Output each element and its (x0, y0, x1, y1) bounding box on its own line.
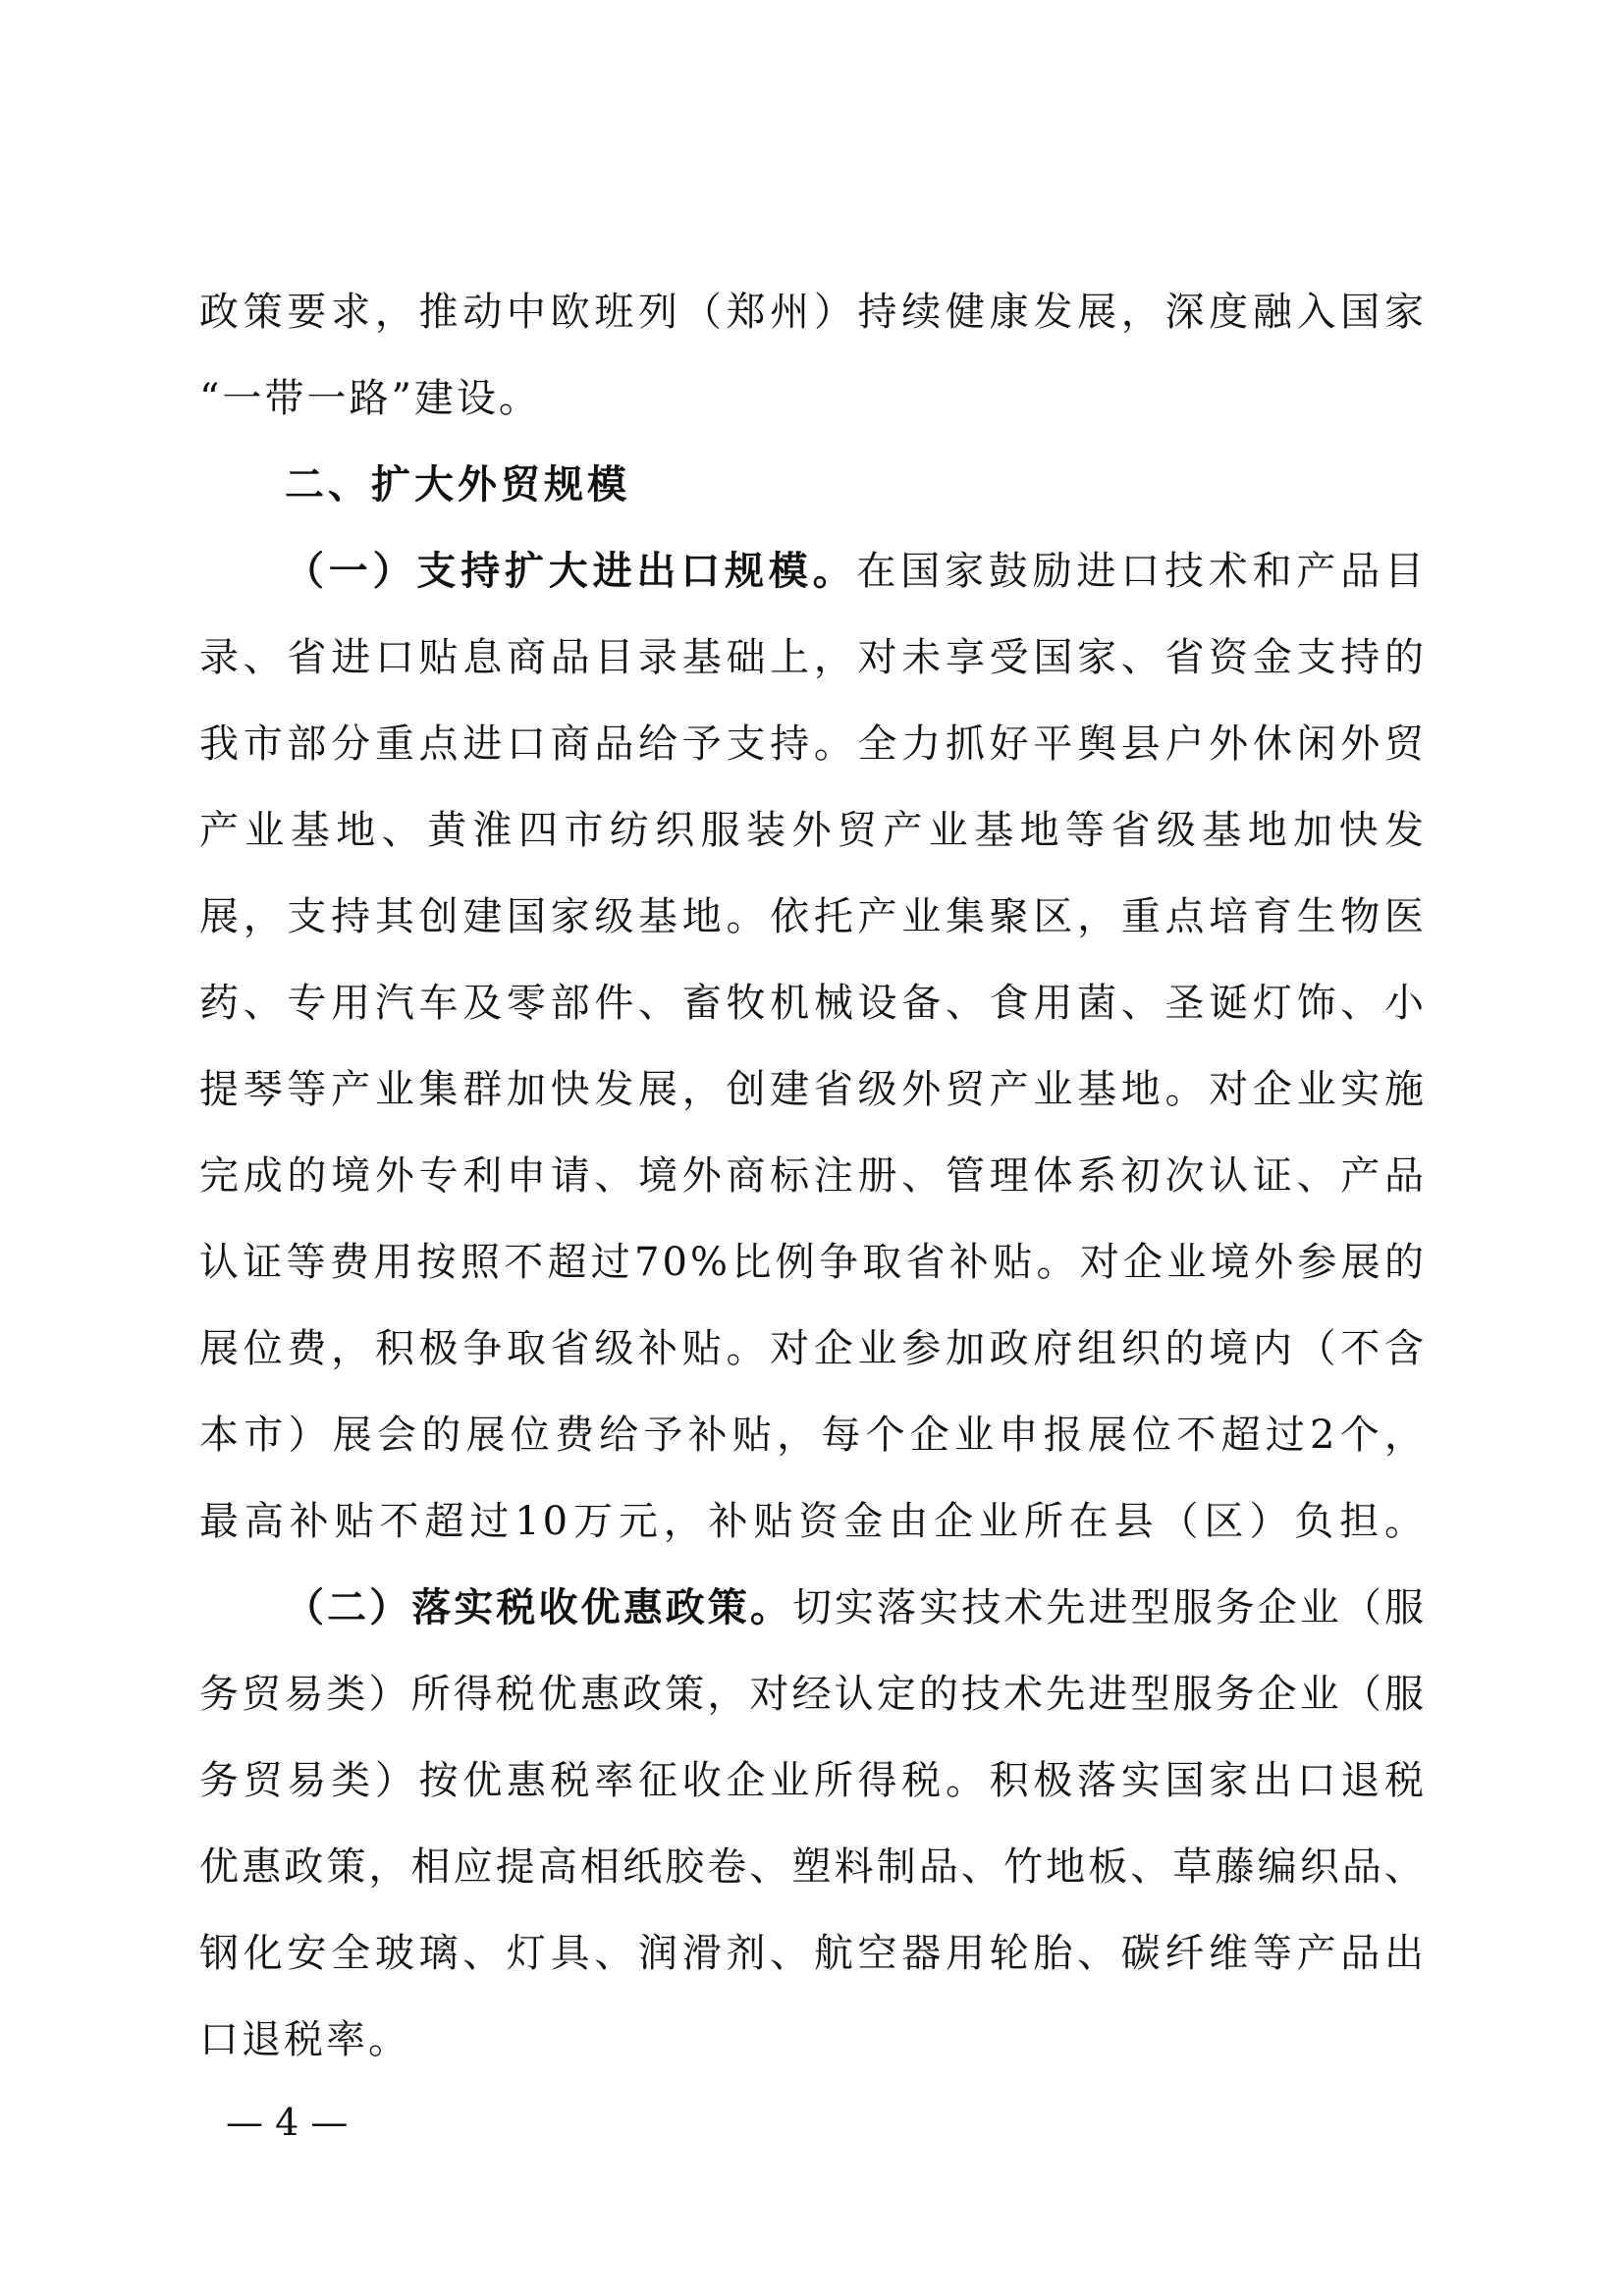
section-heading: 二、扩大外贸规模 (285, 462, 630, 507)
body-text-span: 在国家鼓励进口技术和产品目 (856, 549, 1428, 594)
body-text-line: 优惠政策，相应提高相纸胶卷、塑料制品、竹地板、草藤编织品、 (199, 1844, 1427, 1890)
subsection-title: （一）支持扩大进出口规模。 (285, 548, 857, 594)
subsection-title: （二）落实税收优惠政策。 (285, 1584, 792, 1630)
body-text-line: 认证等费用按照不超过70%比例争取省补贴。对企业境外参展的 (199, 1240, 1427, 1285)
body-text-line: 务贸易类）所得税优惠政策，对经认定的技术先进型服务企业（服 (199, 1672, 1427, 1717)
body-text-line: “一带一路”建设。 (199, 376, 541, 421)
body-text-line: 录、省进口贴息商品目录基础上，对未享受国家、省资金支持的 (199, 635, 1427, 680)
body-text-line: 提琴等产业集群加快发展，创建省级外贸产业基地。对企业实施 (199, 1067, 1427, 1112)
body-text-line: 本市）展会的展位费给予补贴，每个企业申报展位不超过2个， (199, 1413, 1427, 1458)
body-text-line: 最高补贴不超过10万元，补贴资金由企业所在县（区）负担。 (199, 1499, 1427, 1544)
body-text-line: 我市部分重点进口商品给予支持。全力抓好平舆县户外休闲外贸 (199, 721, 1427, 767)
subsection-first-line (285, 548, 1427, 595)
body-text-line: 口退税率。 (199, 2017, 410, 2062)
page-number: — 4 — (226, 2101, 349, 2144)
body-text-line: 药、专用汽车及零部件、畜牧机械设备、食用菌、圣诞灯饰、小 (199, 981, 1427, 1026)
body-text-line: 钢化安全玻璃、灯具、润滑剂、航空器用轮胎、碳纤维等产品出 (199, 1931, 1427, 1976)
body-text-line: 政策要求，推动中欧班列（郑州）持续健康发展，深度融入国家 (199, 290, 1427, 335)
body-text-line: 产业基地、黄淮四市纺织服装外贸产业基地等省级基地加快发 (199, 808, 1427, 853)
body-text-span: 切实落实技术先进型服务企业（服 (791, 1585, 1428, 1630)
subsection-first-line (285, 1584, 1427, 1631)
body-text-line: 展位费，积极争取省级补贴。对企业参加政府组织的境内（不含 (199, 1326, 1427, 1371)
body-text-line: 完成的境外专利申请、境外商标注册、管理体系初次认证、产品 (199, 1153, 1427, 1199)
body-text-line: 务贸易类）按优惠税率征收企业所得税。积极落实国家出口退税 (199, 1758, 1427, 1803)
body-text-line: 展，支持其创建国家级基地。依托产业集聚区，重点培育生物医 (199, 894, 1427, 939)
